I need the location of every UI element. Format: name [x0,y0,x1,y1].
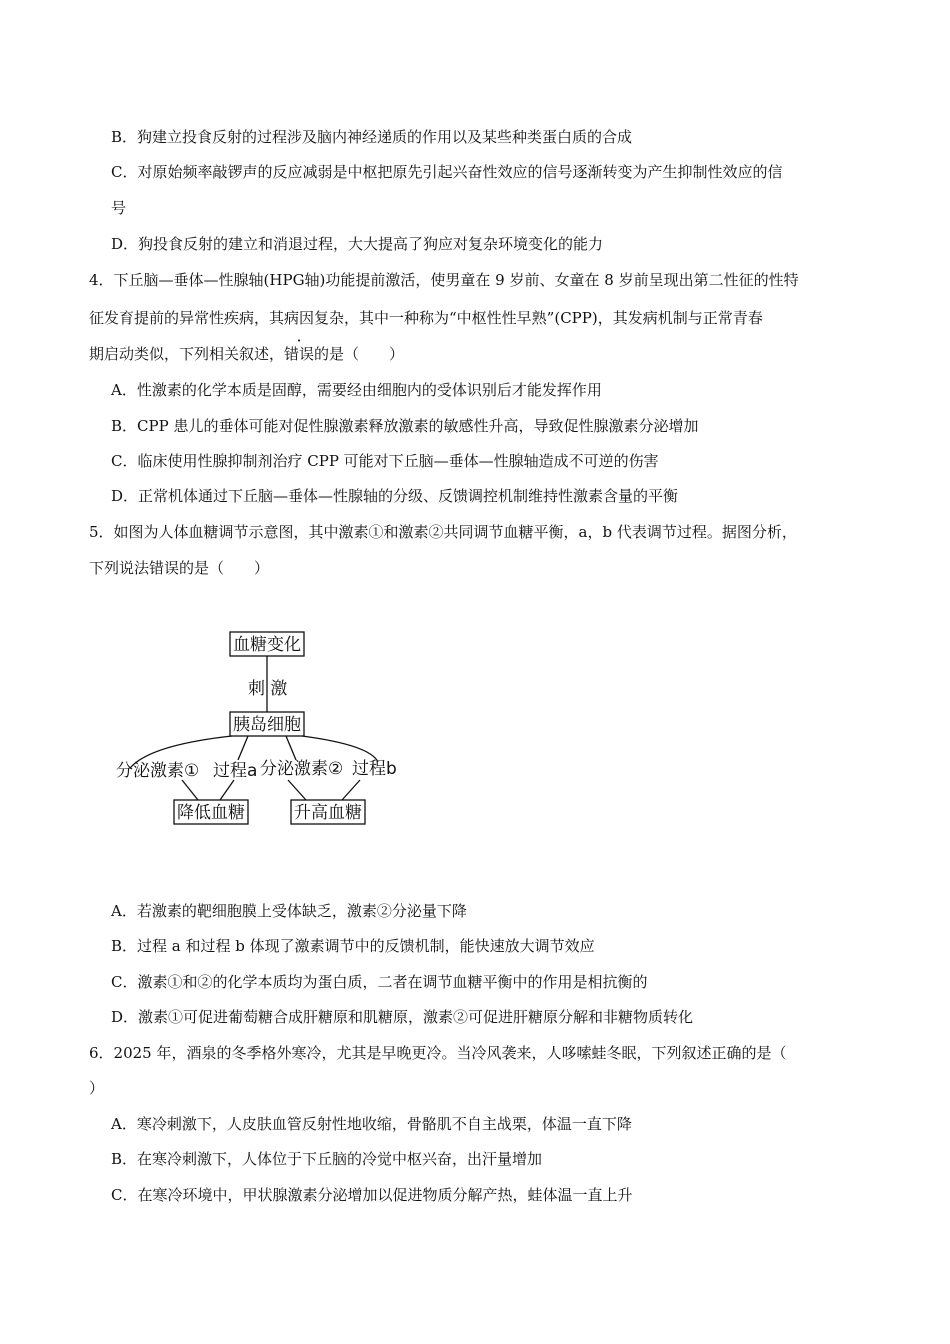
q4-stem-line2: 征发育提前的异常性疾病，其病因复杂，其中一种称为“中枢性性早熟”(CPP)，其发病机制与正常青春 [89,309,763,327]
label-secrete-hormone2: 分泌激素② [260,759,344,779]
box-lower-glucose-label: 降低血糖 [177,803,245,823]
q4-stem-line1: 4．下丘脑—垂体—性腺轴(HPG轴)功能提前激活，使男童在 9 岁前、女童在 8 岁前呈现出第二性征的性特 [89,271,799,289]
box-islet-cells-label: 胰岛细胞 [233,715,301,735]
q4-stem-suffix: 的是（ ） [314,345,405,363]
q5-option-a: A．若激素的靶细胞膜上受体缺乏，激素②分泌量下降 [111,902,467,920]
q6-option-a: A．寒冷刺激下，人皮肤血管反射性地收缩，骨骼肌不自主战栗，体温一直下降 [111,1115,632,1133]
q4-option-a: A．性激素的化学本质是固醇，需要经由细胞内的受体识别后才能发挥作用 [111,381,602,399]
connector-a-to-lower [220,780,234,800]
box-raise-glucose [291,800,365,824]
stimulus-label: 刺 激 [248,679,288,699]
q4-stem-line3 [89,344,404,364]
q6-stem-line2: ） [89,1079,105,1097]
q3-option-c-cont: 号 [111,199,127,217]
box-raise-glucose-label: 升高血糖 [294,803,362,823]
connector-b-to-raise [342,780,360,800]
connector-hormone1 [130,736,232,768]
label-process-a: 过程a [213,761,258,781]
q4-option-d: D．正常机体通过下丘脑—垂体—性腺轴的分级、反馈调控机制维持性激素含量的平衡 [111,487,679,505]
box-islet-cells [230,712,304,736]
q3-option-c: C．对原始频率敲锣声的反应减弱是中枢把原先引起兴奋性效应的信号逐渐转变为产生抑制性效应的信 [111,163,783,181]
connector-hormone2 [286,736,296,760]
box-glucose-change-label: 血糖变化 [233,635,301,655]
box-glucose-change [230,632,304,656]
q6-option-c: C．在寒冷环境中，甲状腺激素分泌增加以促进物质分解产热，蛙体温一直上升 [111,1186,633,1204]
label-secrete-hormone1: 分泌激素① [116,761,200,781]
q4-option-c: C．临床使用性腺抑制剂治疗 CPP 可能对下丘脑—垂体—性腺轴造成不可逆的伤害 [111,452,659,470]
connector-to-lower [182,780,198,800]
q4-option-b: B．CPP 患儿的垂体可能对促性腺激素释放激素的敏感性升高，导致促性腺激素分泌增加 [111,417,699,435]
connector-to-raise [288,780,306,800]
q5-option-b: B．过程 a 和过程 b 体现了激素调节中的反馈机制，能快速放大调节效应 [111,937,595,955]
q5-stem-line1: 5．如图为人体血糖调节示意图，其中激素①和激素②共同调节血糖平衡，a，b 代表调节过程。据图分析， [89,523,797,541]
q5-option-d: D．激素①可促进葡萄糖合成肝糖原和肌糖原，激素②可促进肝糖原分解和非糖物质转化 [111,1008,694,1026]
q5-stem-line2: 下列说法错误的是（ ） [89,559,270,577]
q4-stem-prefix: 期启动类似，下列相关叙述， [89,345,285,363]
q5-option-c: C．激素①和②的化学本质均为蛋白质，二者在调节血糖平衡中的作用是相抗衡的 [111,973,648,991]
q3-option-b: B．狗建立投食反射的过程涉及脑内神经递质的作用以及某些种类蛋白质的合成 [111,128,633,146]
label-process-b: 过程b [352,759,397,779]
q6-stem-line1: 6．2025 年，酒泉的冬季格外寒冷，尤其是早晚更冷。当冷风袭来，人哆嗦蛙冬眠，下列叙述正确的是（ [89,1044,787,1062]
connector-process-b [302,736,378,762]
q6-option-b: B．在寒冷刺激下，人体位于下丘脑的冷觉中枢兴奋，出汗量增加 [111,1150,543,1168]
q3-option-d: D．狗投食反射的建立和消退过程，大大提高了狗应对复杂环境变化的能力 [111,235,604,253]
box-lower-glucose [174,800,248,824]
connector-process-a [238,736,248,760]
emphasis-mark-text: 错误 [284,345,315,363]
